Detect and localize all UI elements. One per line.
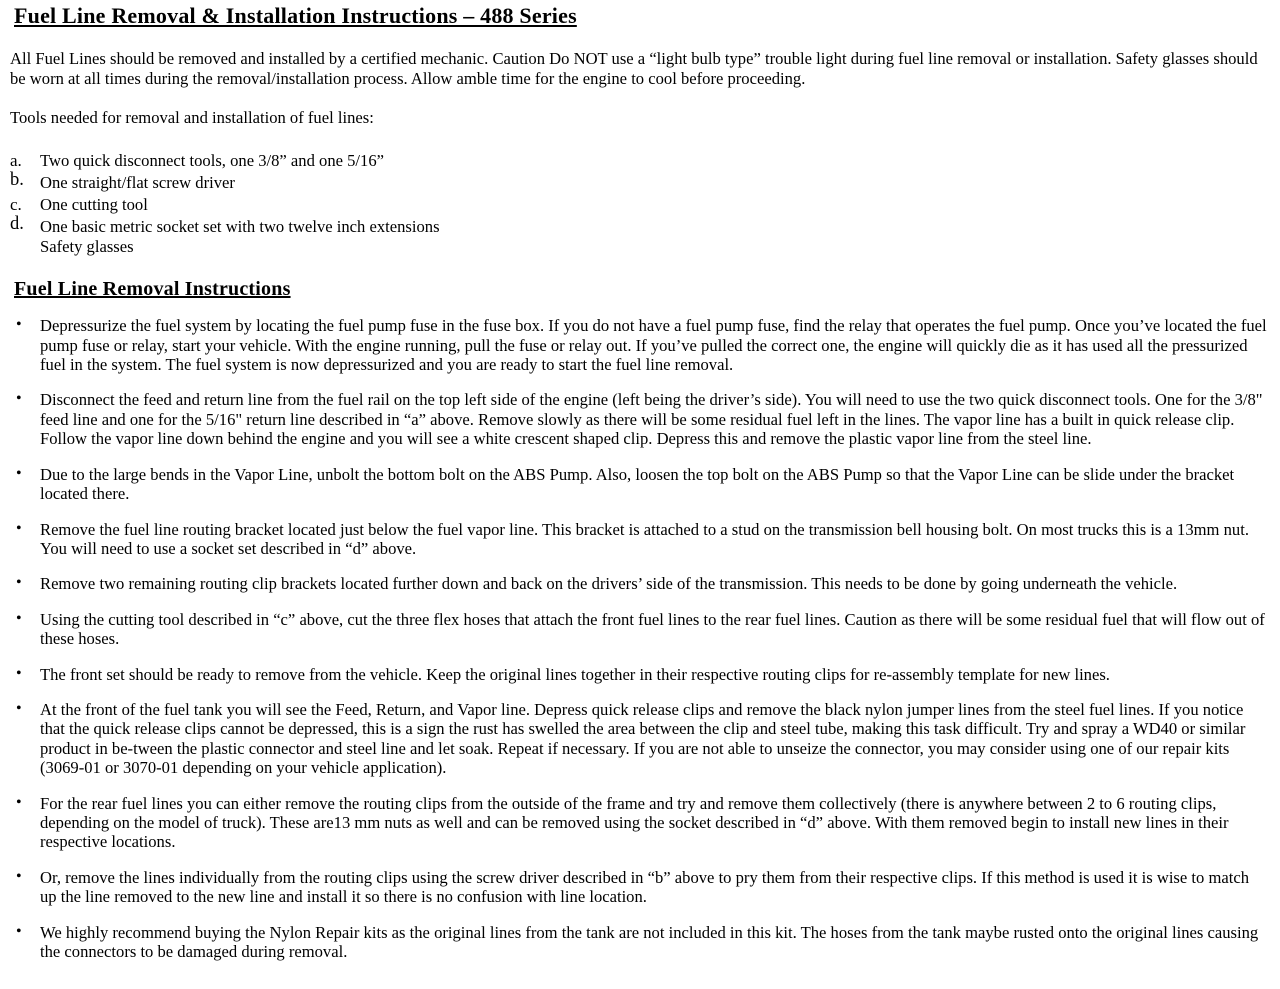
step-item: [10, 923, 1267, 962]
step-text: At the front of the fuel tank you will see the Feed, Return, and Vapor line. Depress quick release clips and remove the black nylon jumper lines from the steel fuel lines. If you notice that the quick release clips cannot be depressed, this is a sign the rust has swelled the area between the clip and steel tube, making this task difficult. Try and spray a WD40 or similar product in be-tween the plastic connector and steel line and let soak. Repeat if necessary. If you are not able to unseize the connector, you may consider using one of our repair kits (3069-01 or 3070-01 depending on your vehicle application).: [40, 699, 1246, 778]
tool-item-text: One basic metric socket set with two twelve inch extensions: [40, 217, 440, 237]
step-text: Disconnect the feed and return line from the fuel rail on the top left side of the engine (left being the driver’s side). You will need to use the two quick disconnect tools. One for the 3/8" feed line and one for the 5/16" return line described in “a” above. Remove slowly as there will be some residual fuel left in the lines. The vapor line has a built in quick release clip. Follow the vapor line down behind the engine and you will see a white crescent shaped clip. Depress this and remove the plastic vapor line from the steel line.: [40, 390, 1263, 449]
step-item: [10, 316, 1267, 374]
tool-item-marker: c.: [10, 194, 22, 214]
bullet-icon: •: [16, 316, 22, 334]
step-text: Due to the large bends in the Vapor Line, unbolt the bottom bolt on the ABS Pump. Also, loosen the top bolt on the ABS Pump so that the Vapor Line can be slide under the bracket located there.: [40, 464, 1235, 504]
tool-item-marker: b.: [10, 169, 24, 190]
bullet-icon: •: [16, 867, 22, 885]
bullet-icon: •: [16, 519, 22, 537]
step-text: We highly recommend buying the Nylon Repair kits as the original lines from the tank are not included in this kit. The hoses from the tank maybe rusted onto the original lines causing the connectors to be damaged during removal.: [40, 922, 1259, 961]
step-item: [10, 794, 1267, 852]
document-title: Fuel Line Removal & Installation Instructions – 488 Series: [14, 3, 577, 28]
tool-item-c: [10, 195, 1267, 215]
step-item: [10, 868, 1267, 907]
removal-steps-list: [10, 316, 1267, 961]
step-text: For the rear fuel lines you can either remove the routing clips from the outside of the frame and try and remove them collectively (there is anywhere between 2 to 6 routing clips, depending on the model of truck). These are13 mm nuts as well and can be removed using the socket described in “d” above. With them removed begin to install new lines in their respective locations.: [40, 793, 1229, 852]
tool-item-marker: a.: [10, 150, 22, 170]
step-text: Using the cutting tool described in “c” above, cut the three flex hoses that attach the front fuel lines to the rear fuel lines. Caution as there will be some residual fuel that will flow out of these hoses.: [40, 609, 1265, 649]
tools-list-heading: Tools needed for removal and installation of fuel lines:: [10, 108, 374, 128]
step-item: [10, 700, 1267, 778]
bullet-icon: •: [16, 464, 22, 482]
step-text: Or, remove the lines individually from the routing clips using the screw driver described in “b” above to pry them from their respective clips. If this method is used it is wise to match up the line removed to the new line and install it so there is no confusion with line location.: [40, 867, 1250, 907]
step-item: [10, 520, 1267, 559]
tool-item-extra-line: Safety glasses: [40, 236, 134, 256]
bullet-icon: •: [16, 922, 22, 940]
bullet-icon: •: [16, 609, 22, 627]
tool-item-text: One straight/flat screw driver: [40, 172, 235, 192]
tool-item-a: [10, 151, 1267, 171]
step-item: [10, 665, 1267, 684]
bullet-icon: •: [16, 664, 22, 682]
section-heading: Fuel Line Removal Instructions: [14, 278, 291, 301]
step-item: [10, 465, 1267, 504]
tools-list: [10, 151, 1267, 256]
step-item: [10, 390, 1267, 448]
step-text: Remove the fuel line routing bracket located just below the fuel vapor line. This bracket is attached to a stud on the transmission bell housing bolt. On most trucks this is a 13mm nut. You will need to use a socket set described in “d” above.: [40, 519, 1249, 558]
step-item: [10, 610, 1267, 649]
step-text: The front set should be ready to remove from the vehicle. Keep the original lines together in their respective routing clips for re-assembly template for new lines.: [40, 664, 1110, 684]
tool-item-b: [10, 169, 1267, 193]
tool-item-marker: d.: [10, 214, 24, 235]
step-text: Depressurize the fuel system by locating the fuel pump fuse in the fuse box. If you do not have a fuel pump fuse, find the relay that operates the fuel pump. Once you’ve located the fuel pump fuse or relay, start your vehicle. With the engine running, pull the fuse or relay out. If you’ve pulled the correct one, the engine will quickly die as it has used all the pressurized fuel in the system. The fuel system is now depressurized and you are ready to start the fuel line removal.: [40, 316, 1267, 375]
tool-item-d: [10, 214, 1267, 256]
step-text: Remove two remaining routing clip brackets located further down and back on the drivers’ side of the transmission. This needs to be done by going underneath the vehicle.: [40, 574, 1178, 594]
bullet-icon: •: [16, 793, 22, 811]
tool-item-text: One cutting tool: [40, 194, 148, 214]
step-item: [10, 574, 1267, 593]
bullet-icon: •: [16, 574, 22, 592]
intro-paragraph: All Fuel Lines should be removed and installed by a certified mechanic. Caution Do NOT use a “light bulb type” trouble light during fuel line removal or installation. Safety glasses should be worn at all times during the removal/installation process. Allow amble time for the engine to cool before proceeding.: [10, 49, 1258, 88]
tool-item-text: Two quick disconnect tools, one 3/8” and one 5/16”: [40, 150, 385, 170]
bullet-icon: •: [16, 699, 22, 717]
bullet-icon: •: [16, 390, 22, 408]
